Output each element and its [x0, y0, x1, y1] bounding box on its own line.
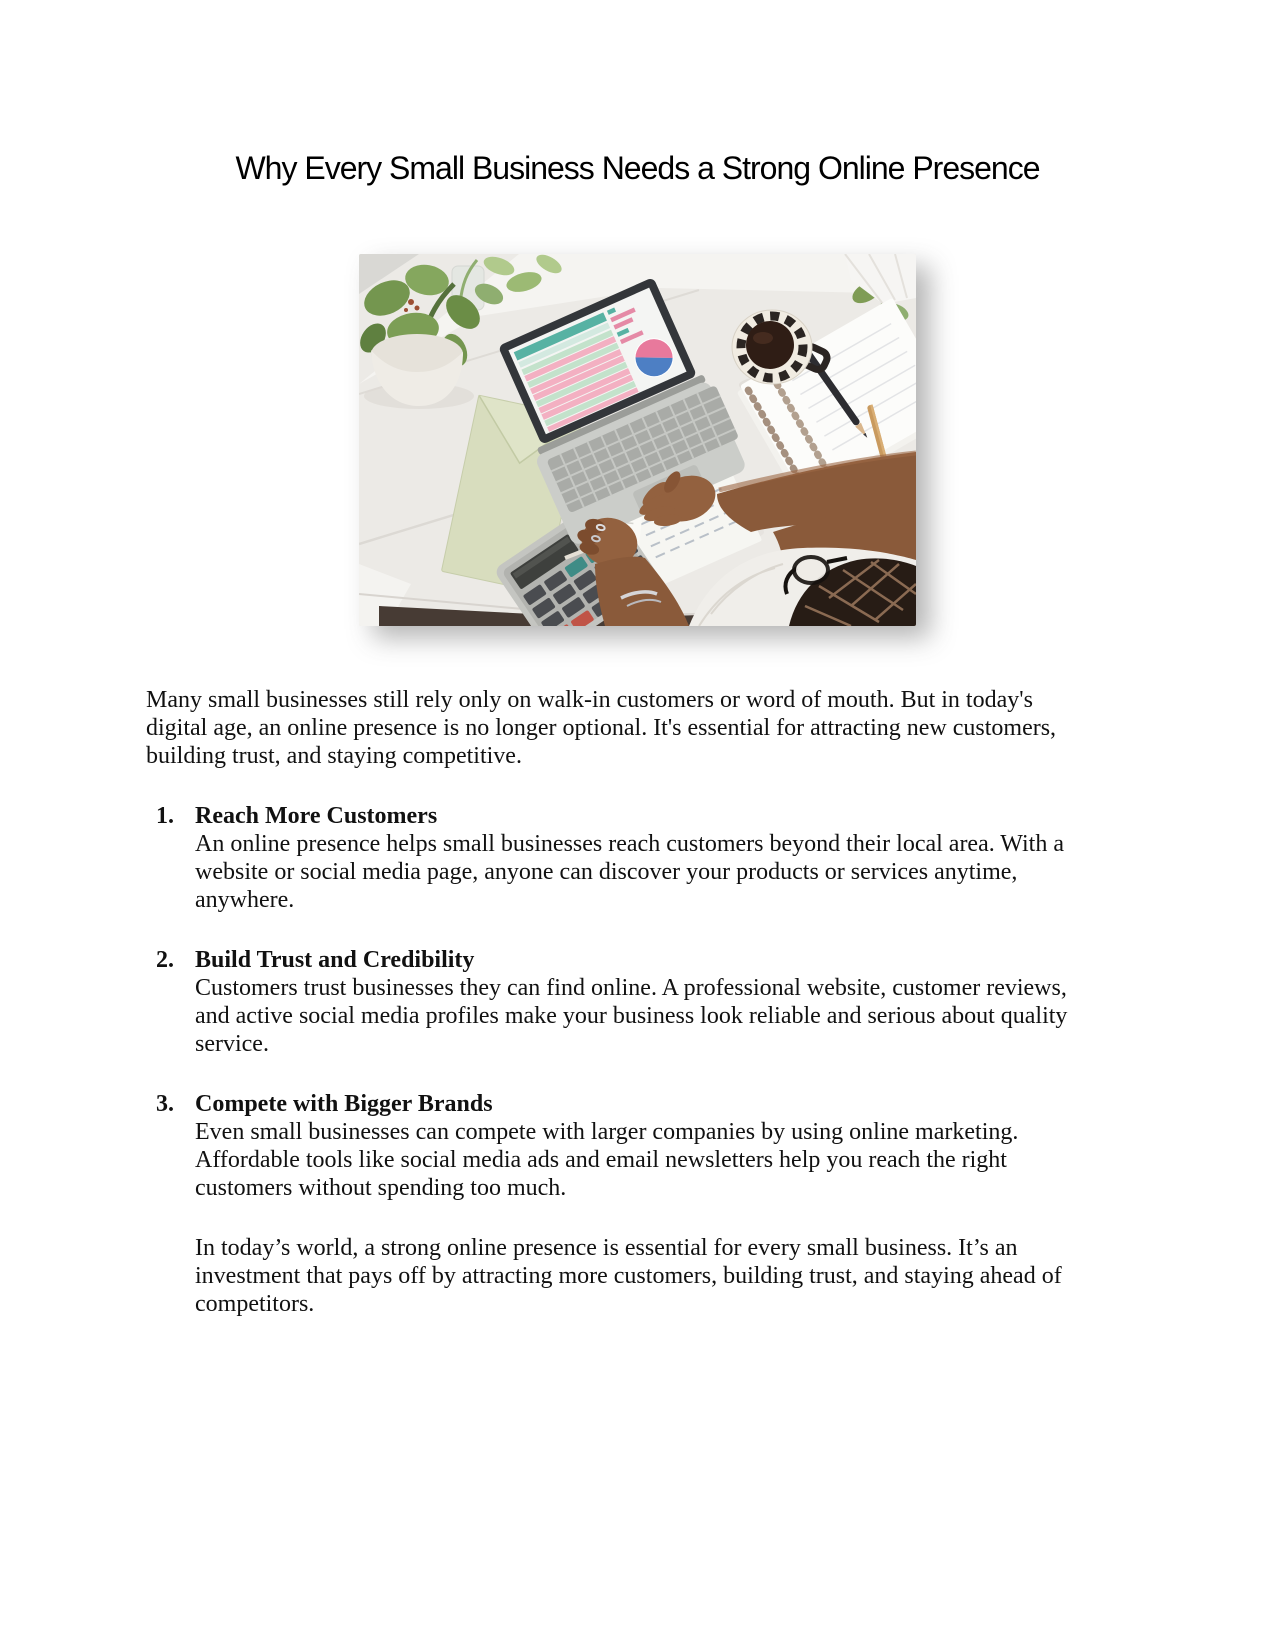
page-title: Why Every Small Business Needs a Strong Online Presence: [235, 150, 1040, 186]
item-title: Reach More Customers: [195, 803, 438, 829]
paragraph-line: Even small businesses can compete with larger companies by using online marketing.: [195, 1119, 1019, 1145]
item-number: 3.: [156, 1091, 174, 1117]
desk-scene-illustration: [359, 254, 916, 626]
list-item-reach-more-customers: [146, 802, 1145, 914]
paragraph-line: Many small businesses still rely only on walk-in customers or word of mouth. But in today's: [146, 687, 1033, 713]
item-number: 1.: [156, 803, 174, 829]
paragraph-line: An online presence helps small businesses reach customers beyond their local area. With a: [195, 831, 1064, 857]
paragraph-line: investment that pays off by attracting more customers, building trust, and staying ahead of: [195, 1263, 1062, 1289]
closing-paragraph: [146, 1234, 1145, 1318]
paragraph-line: building trust, and staying competitive.: [146, 743, 522, 769]
paragraph-line: Affordable tools like social media ads and email newsletters help you reach the right: [195, 1147, 1007, 1173]
paragraph-line: In today’s world, a strong online presence is essential for every small business. It’s an: [195, 1235, 1018, 1261]
intro-paragraph: [146, 686, 1145, 770]
paragraph-line: anywhere.: [195, 887, 295, 913]
paragraph-line: customers without spending too much.: [195, 1175, 567, 1201]
list-item-compete-bigger-brands: [146, 1090, 1145, 1202]
hero-photo: [359, 254, 916, 626]
paragraph-line: service.: [195, 1031, 269, 1057]
item-title: Compete with Bigger Brands: [195, 1091, 493, 1117]
paragraph-line: digital age, an online presence is no longer optional. It's essential for attracting new customers,: [146, 715, 1057, 741]
list-item-build-trust: [146, 946, 1145, 1058]
paragraph-line: website or social media page, anyone can discover your products or services anytime,: [195, 859, 1018, 885]
paragraph-line: competitors.: [195, 1291, 315, 1317]
document-body: [0, 686, 1275, 1318]
paragraph-line: and active social media profiles make your business look reliable and serious about quality: [195, 1003, 1068, 1029]
paragraph-line: Customers trust businesses they can find online. A professional website, customer reviews,: [195, 975, 1067, 1001]
item-title: Build Trust and Credibility: [195, 947, 475, 973]
item-number: 2.: [156, 947, 174, 973]
